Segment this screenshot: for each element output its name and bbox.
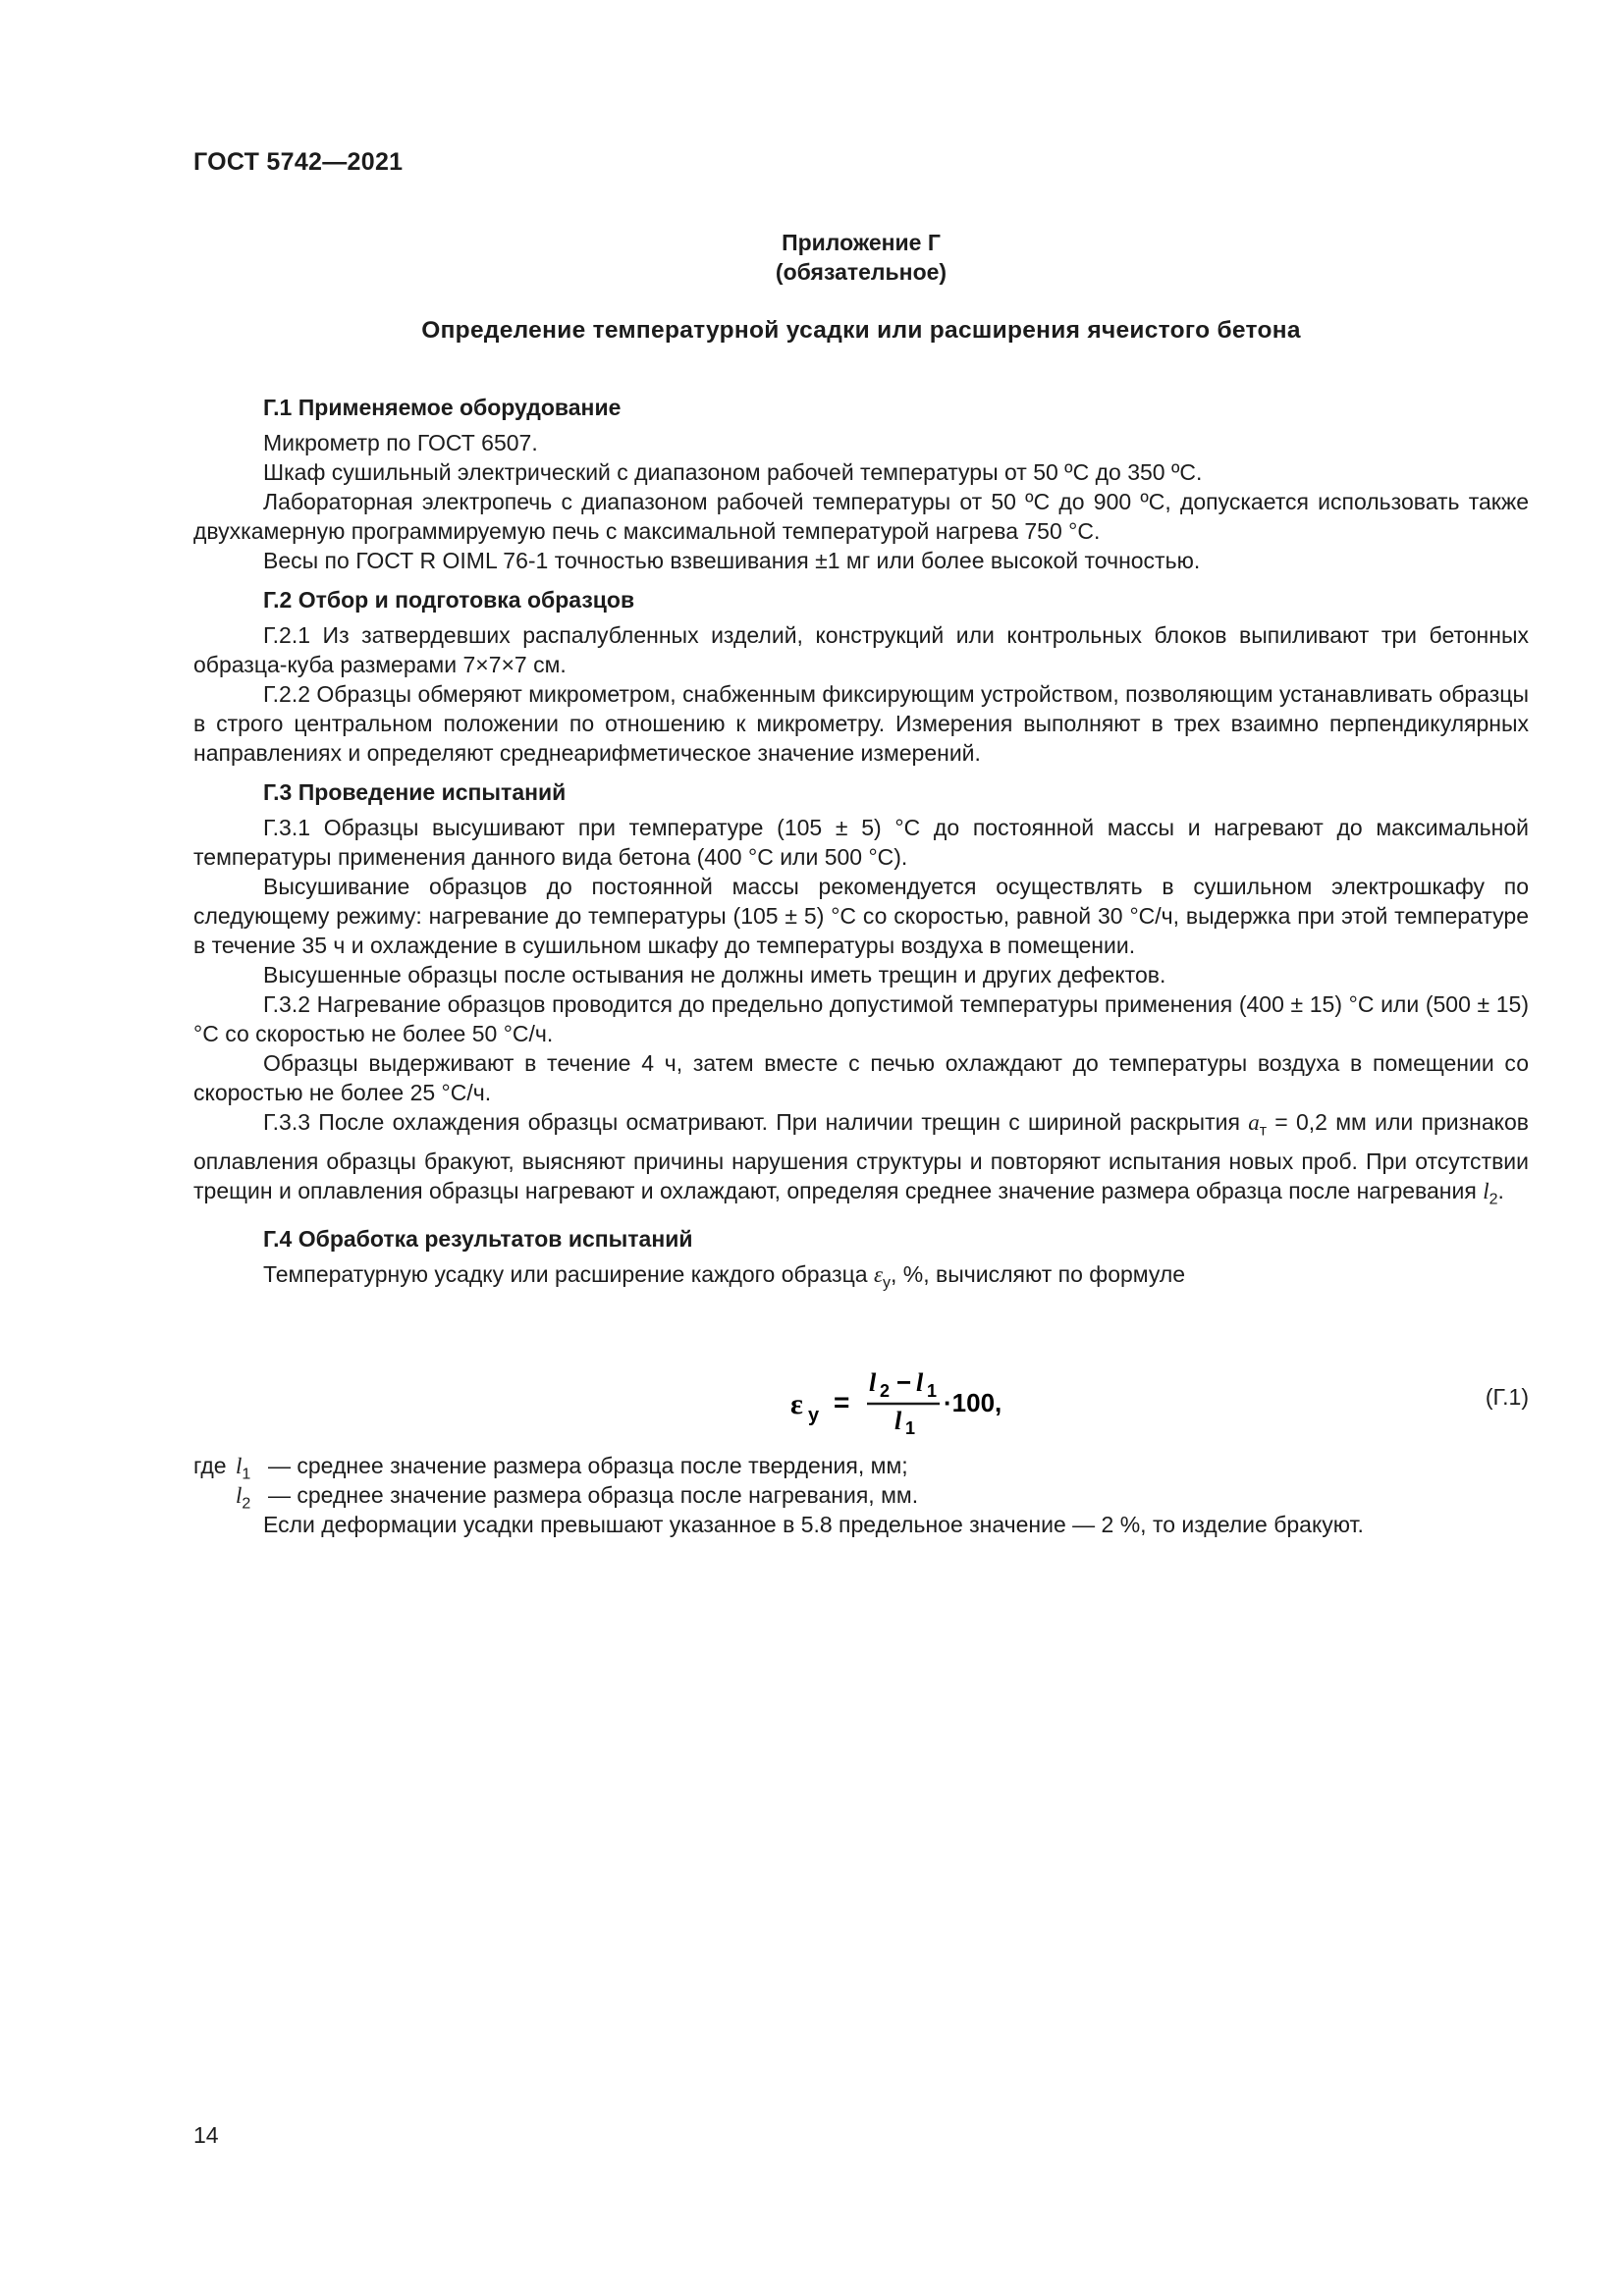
legend-desc: — среднее значение размера образца после нагревания, мм. <box>268 1482 919 1508</box>
formula-lhs-sub: у <box>808 1405 820 1426</box>
paragraph: Температурную усадку или расширение каждого образца $\varepsilon_у$, %, вычисляют по формуле <box>263 1261 1186 1292</box>
formula-den: l <box>894 1407 902 1435</box>
section-g1 <box>193 393 1529 575</box>
legend-desc: — среднее значение размера образца после твердения, мм; <box>268 1453 908 1478</box>
paragraph: Высушивание образцов до постоянной массы рекомендуется осуществлять в сушильном электрошкафу по следующему режиму: нагревание до температуры (105 ± 5) °С со скоростью, равной 30 °С/ч, выдержка при этой температуре в течение 35 ч и охлаждение в сушильном шкафу до температуры воздуха в помещении. <box>193 874 1529 958</box>
formula-minus: − <box>896 1367 912 1397</box>
section-g4 <box>193 1224 1529 1299</box>
paragraph: Г.3.1 Образцы высушивают при температуре (105 ± 5) °С до постоянной массы и нагревают до максимальной температуры применения данного вида бетона (400 °С или 500 °С). <box>193 815 1529 870</box>
appendix-title: Приложение Г <box>782 230 941 255</box>
formula-legend <box>193 1451 1529 1539</box>
formula-g1 <box>193 1366 1529 1435</box>
page-number: 14 <box>193 2122 219 2148</box>
paragraph: Высушенные образцы после остывания не должны иметь трещин и других дефектов. <box>263 962 1166 988</box>
page-title: Определение температурной усадки или расширения ячеистого бетона <box>421 317 1301 344</box>
section-heading: Г.1 Применяемое оборудование <box>263 395 622 420</box>
paragraph: Г.3.2 Нагревание образцов проводится до предельно допустимой температуры применения (400 ± 15) °С или (500 ± 15) °С со скоростью не более 50 °С/ч. <box>193 991 1529 1046</box>
body-text <box>193 393 1529 1308</box>
section-heading: Г.4 Обработка результатов испытаний <box>263 1226 693 1253</box>
formula-num-b: l <box>916 1368 924 1397</box>
formula-equals: = <box>834 1387 850 1417</box>
paragraph: Весы по ГОСТ R OIML 76-1 точностью взвешивания ±1 мг или более высокой точностью. <box>263 548 1201 573</box>
legend-prefix: где <box>193 1453 227 1478</box>
appendix-heading <box>193 228 1529 287</box>
paragraph: Г.2.2 Образцы обмеряют микрометром, снабженным фиксирующим устройством, позволяющим устанавливать образцы в строго центральном положении по отношению к микрометру. Измерения выполняют в трех взаимно перпендикулярных направлениях и определяют среднеарифметическое значение измерений. <box>193 681 1529 766</box>
legend-row: $l_2$ — среднее значение размера образца после нагревания, мм. <box>236 1482 919 1513</box>
paragraph: Образцы выдерживают в течение 4 ч, затем вместе с печью охлаждают до температуры воздуха в помещении со скоростью не более 25 °С/ч. <box>193 1050 1529 1105</box>
appendix-status: (обязательное) <box>775 259 947 285</box>
document-header: ГОСТ 5742—2021 <box>193 148 404 176</box>
formula-expression <box>790 1366 1046 1435</box>
formula-lhs: ε <box>790 1388 803 1420</box>
formula-num-b-sub: 1 <box>927 1381 938 1401</box>
formula-num-a: l <box>869 1368 877 1397</box>
section-heading: Г.3 Проведение испытаний <box>263 779 567 805</box>
formula-den-sub: 1 <box>905 1418 916 1435</box>
legend-var: l <box>236 1483 243 1508</box>
formula-tail: ·100, <box>944 1388 1002 1417</box>
section-heading: Г.2 Отбор и подготовка образцов <box>263 587 635 613</box>
paragraph: Лабораторная электропечь с диапазоном рабочей температуры от 50 ºС до 900 ºС, допускается использовать также двухкамерную программируемую печь с максимальной температурой нагрева 750 °С. <box>193 489 1529 544</box>
legend-note: Если деформации усадки превышают указанное в 5.8 предельное значение — 2 %, то изделие бракуют. <box>263 1512 1364 1537</box>
legend-var: l <box>236 1454 243 1478</box>
section-g2 <box>193 585 1529 768</box>
section-g3 <box>193 777 1529 1214</box>
legend-row <box>193 1510 1529 1539</box>
paragraph: Г.3.3 После охлаждения образцы осматривают. При наличии трещин с шириной раскрытия $a_т = 0,2$ мм или признаков оплавления образцы бракуют, выясняют причины нарушения структуры и повторяют испытания новых проб. При отсутствии трещин и оплавления образцы нагревают и охлаждают, определяя среднее значение размера образца после нагревания $l_2$. <box>193 1109 1529 1208</box>
formula-number: (Г.1) <box>1485 1384 1529 1410</box>
paragraph: Микрометр по ГОСТ 6507. <box>263 430 538 455</box>
legend-row: где $l_1$ — среднее значение размера образца после твердения, мм; <box>193 1453 908 1483</box>
paragraph: Г.2.1 Из затвердевших распалубленных изделий, конструкций или контрольных блоков выпиливают три бетонных образца-куба размерами 7×7×7 см. <box>193 622 1529 677</box>
paragraph: Шкаф сушильный электрический с диапазоном рабочей температуры от 50 ºС до 350 ºС. <box>263 459 1203 485</box>
formula-num-a-sub: 2 <box>880 1381 891 1401</box>
